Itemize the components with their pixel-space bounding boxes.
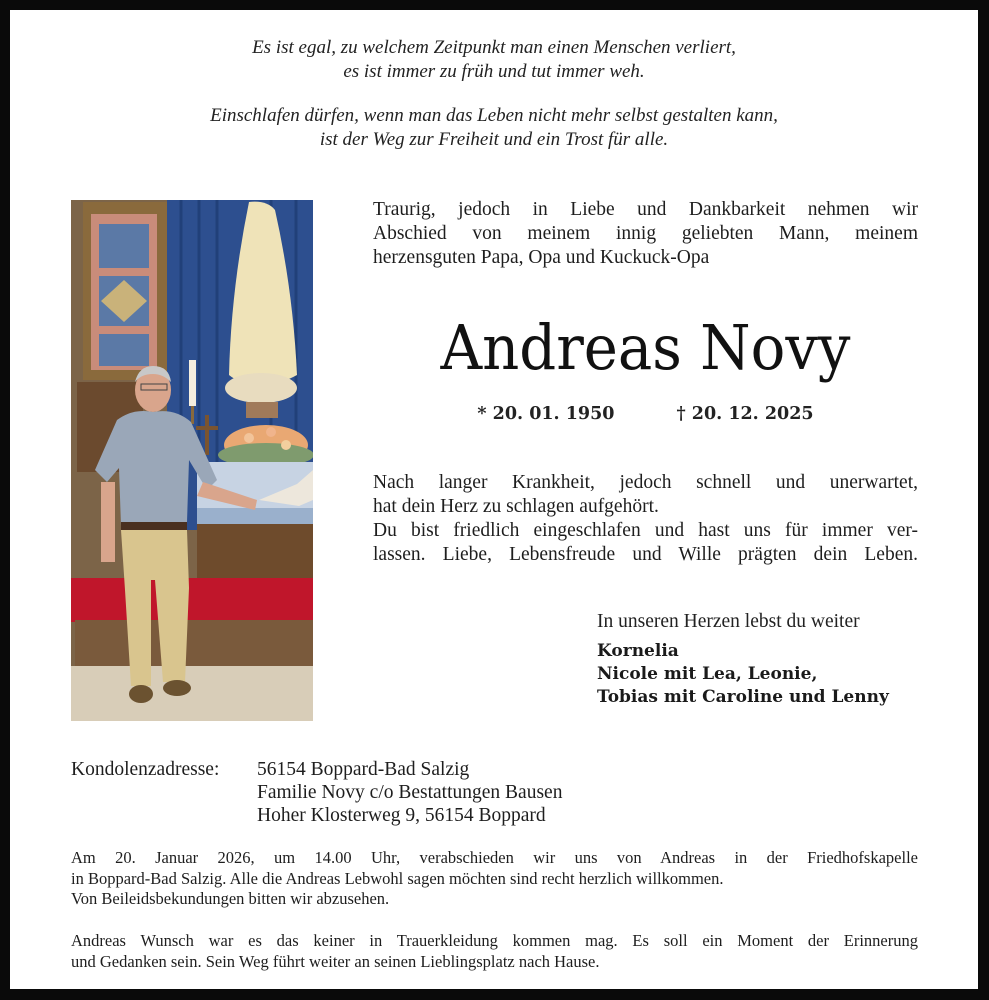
notice-line: Andreas Wunsch war es das keiner in Trauerkleidung kommen mag. Es soll ein Moment der Erinnerung — [71, 931, 918, 950]
opening-quote-1 — [10, 36, 978, 84]
quote-line: Einschlafen dürfen, wenn man das Leben nicht mehr selbst gestalten kann, — [210, 105, 778, 126]
signoff-line: In unseren Herzen lebst du weiter — [597, 611, 860, 632]
family-names — [597, 640, 937, 709]
family-member: Nicole mit Lea, Leonie, — [597, 664, 818, 684]
body-line: Du bist friedlich eingeschlafen und hast uns für immer ver- — [373, 520, 918, 541]
notice-line: und Gedanken sein. Sein Weg führt weiter an seinen Lieblingsplatz nach Hause. — [71, 951, 600, 971]
floor — [71, 666, 313, 721]
notice-line: Am 20. Januar 2026, um 14.00 Uhr, verabschieden wir uns von Andreas in der Friedhofskapelle — [71, 848, 918, 867]
body-text — [373, 471, 918, 567]
body-line: Nach langer Krankheit, jedoch schnell und unerwartet, — [373, 472, 918, 493]
body-line: hat dein Herz zu schlagen aufgehört. — [373, 496, 659, 517]
address-line: 56154 Boppard-Bad Salzig — [257, 759, 470, 780]
family-member: Tobias mit Caroline und Lenny — [597, 687, 889, 707]
life-dates — [373, 402, 918, 426]
intro-line: herzensguten Papa, Opa und Kuckuck-Opa — [373, 247, 710, 268]
obituary-page — [10, 10, 978, 989]
intro-line: Abschied von meinem innig geliebten Mann, meinem — [373, 223, 918, 244]
wish-notice — [71, 931, 918, 972]
condolence-address — [71, 758, 671, 827]
carpet — [71, 578, 313, 622]
address-line: Familie Novy c/o Bestattungen Bausen — [257, 782, 563, 803]
opening-quote-2 — [10, 104, 978, 152]
body-line: lassen. Liebe, Lebensfreude und Wille prägten dein Leben. — [373, 544, 918, 565]
address-line: Hoher Klosterweg 9, 56154 Boppard — [257, 805, 546, 826]
notice-line: Von Beileidsbekundungen bitten wir abzusehen. — [71, 889, 390, 908]
funeral-notice — [71, 848, 918, 910]
death-date: † 20. 12. 2025 — [676, 404, 814, 424]
intro-text — [373, 198, 918, 270]
intro-line: Traurig, jedoch in Liebe und Dankbarkeit nehmen wir — [373, 199, 918, 220]
family-member: Kornelia — [597, 641, 679, 661]
quote-line: Es ist egal, zu welchem Zeitpunkt man einen Menschen verliert, — [252, 37, 736, 58]
notice-line: in Boppard-Bad Salzig. Alle die Andreas Lebwohl sagen möchten sind recht herzlich willkommen. — [71, 868, 724, 888]
portrait-photo — [71, 200, 313, 721]
portrait-photo-illustration — [71, 200, 313, 721]
quote-line: ist der Weg zur Freiheit und ein Trost für alle. — [319, 129, 669, 150]
quote-line: es ist immer zu früh und tut immer weh. — [343, 61, 645, 82]
condolence-label: Kondolenzadresse: — [71, 759, 220, 780]
birth-date: * 20. 01. 1950 — [477, 404, 615, 424]
deceased-name: Andreas Novy — [440, 311, 851, 384]
